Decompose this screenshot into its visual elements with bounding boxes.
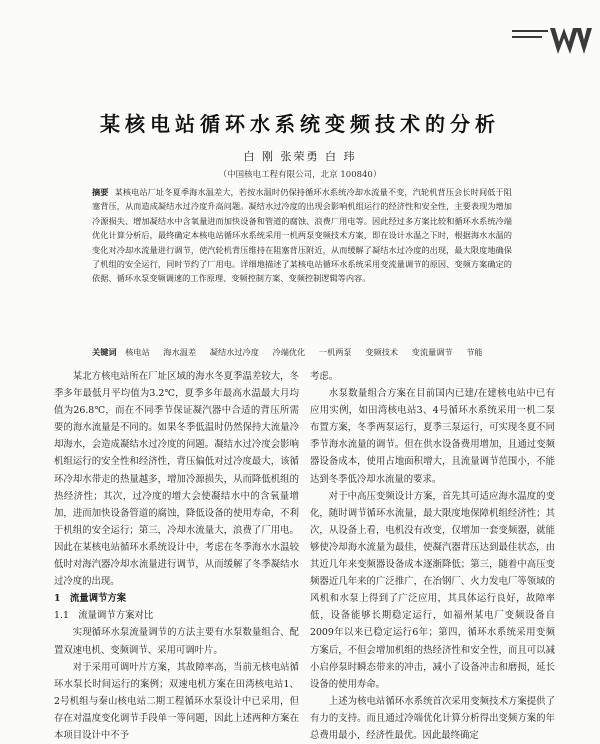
abstract-text: 某核电站厂址冬夏季海水温差大，若按水温时仍保持循环水系统冷却水流量不变，汽轮机背压会长时间低于阻塞背压，从而造成凝结水过冷度升高问题。凝结水过冷度的出现会影响机组运行的经济性和安全性，主要表现为增加冷源损失、增加凝结水中含氧量进而加快设备和管道的腐蚀、浪费厂用电等。因此经过多方案比较和循环水系统冷端优化计算分析后，最终确定本核电站循环水系统采用一机两泵变频技术方案，即在设计水温之下时，根据海水水温的变化对冷却水流量进行调节，使汽轮机背压维持在阻塞背压附近，从而缓解了凝结水过冷度的出现，最大限度地确保了机组的安全运行，同时节约了厂用电。详细地描述了某核电站循环水系统采用变流量调节的原因、变频方案确定的依据、循环水泵变频调速的工作原理、变频控制方案、变频控制逻辑等内容。 [92, 187, 512, 284]
keyword: 凝结水过冷度 [209, 347, 259, 357]
keyword: 冷端优化 [272, 347, 306, 357]
section-heading: 1 流量调节方案 [54, 593, 127, 605]
keyword: 一机两泵 [318, 347, 352, 357]
paper-authors: 白 刚 张荣勇 白 玮 [243, 150, 357, 163]
subsection-heading: 1.1 流量调节方案对比 [54, 610, 154, 622]
paper-affiliation: （中国核电工程有限公司，北京 100840） [218, 170, 382, 180]
keyword: 海水温差 [163, 347, 197, 357]
keyword: 核电站 [125, 347, 150, 357]
keywords-label: 关键词 [92, 347, 117, 357]
keywords [92, 345, 512, 359]
body-paragraph: 上述为核电站循环水系统首次采用变频技术方案提供了有力的支持。而且通过冷端优化计算分析得出变频方案的年总费用最小，经济性最优。因此最终确定 [310, 695, 555, 741]
left-column [54, 368, 299, 744]
abstract-label: 摘要 [92, 187, 109, 197]
body-paragraph: 实现循环水泵流量调节的方法主要有水泵数量组合、配置双速电机、变频调节、采用可调叶片。 [54, 627, 299, 656]
right-column [310, 368, 555, 744]
keyword: 节能 [466, 347, 483, 357]
body-paragraph: 对于采用可调叶片方案，其故障率高，当前无核电站循环水泵长时间运行的案例；双速电机方案在田湾核电站1、2号机组与秦山核电站二期工程循环水泵设计中已采用，但存在对温度变化调节手段单一等问题，因此上述两种方案在本项目设计中不予 [54, 661, 299, 741]
keyword: 变频技术 [365, 347, 399, 357]
paper-title: 某核电站循环水系统变频技术的分析 [100, 112, 500, 136]
body-paragraph: 对于中高压变频设计方案，首先其可适应海水温度的变化，随时调节循环水流量，最大限度地保障机组经济性；其次，从设备上看，电机没有改变，仅增加一套变频器，就能够使冷却海水流量为最佳，使凝汽器背压达到最佳状态，由其近几年来变频器设备成本逐渐降低；第三，随着中高压变频器近几年来的广泛推广，在冶钢厂、火力发电厂等领域的风机和水泵上得到了广泛应用，其具体运行良好，故障率低，设备能够长期稳定运行，如福州某电厂变频设备自2009年以来已稳定运行6年；第四，循环水系统采用变频方案后，不但会增加机组的热经济性和安全性，而且可以减小启停泵时瞬态带来的冲击，减小了设备冲击和磨损，延长设备的使用寿命。 [310, 490, 555, 690]
abstract [92, 185, 512, 286]
body-paragraph: 水泵数量组合方案在目前国内已建/在建核电站中已有应用实例，如田湾核电站3、4号循环水系统采用一机二泵布置方案，冬季两泵运行，夏季三泵运行，可实现冬夏不同季节海水流量的调节。但在供水设备费用增加，且通过变频器设备成本，使用占地面积增大，且流量调节范围小，不能达到冬季低冷却水流量的要求。 [310, 388, 555, 485]
body-paragraph-continued: 考虑。 [310, 371, 339, 382]
journal-logo [512, 24, 592, 58]
keyword: 变流量调节 [411, 347, 453, 357]
body-paragraph: 某北方核电站所在厂址区域的海水冬夏季温差较大，冬季多年最低月平均值为3.2℃，夏季多年最高水温最大月均值为26.8℃，而在不同季节保证凝汽器中合适的背压所需要的海水流量是不同的。如果冬季低温时仍然保持大流量冷却海水，会造成凝结水过冷度的问题。凝结水过冷度会影响机组运行的安全性和经济性，背压偏低对过冷度最大，该循环冷却水带走的热量越多，增加冷源损失，从而降低机组的热经济性；其次，过冷度的增大会使凝结水中的含氧量增加，进而加快设备管道的腐蚀，降低设备的使用寿命，不利于机组的安全运行；第三，冷却水流量大，浪费了厂用电。因此在某核电站循环水系统设计中，考虑在冬季海水水温较低时对海汽器冷却水流量进行调节，从而缓解了冬季凝结水过冷度的出现。 [54, 371, 299, 588]
